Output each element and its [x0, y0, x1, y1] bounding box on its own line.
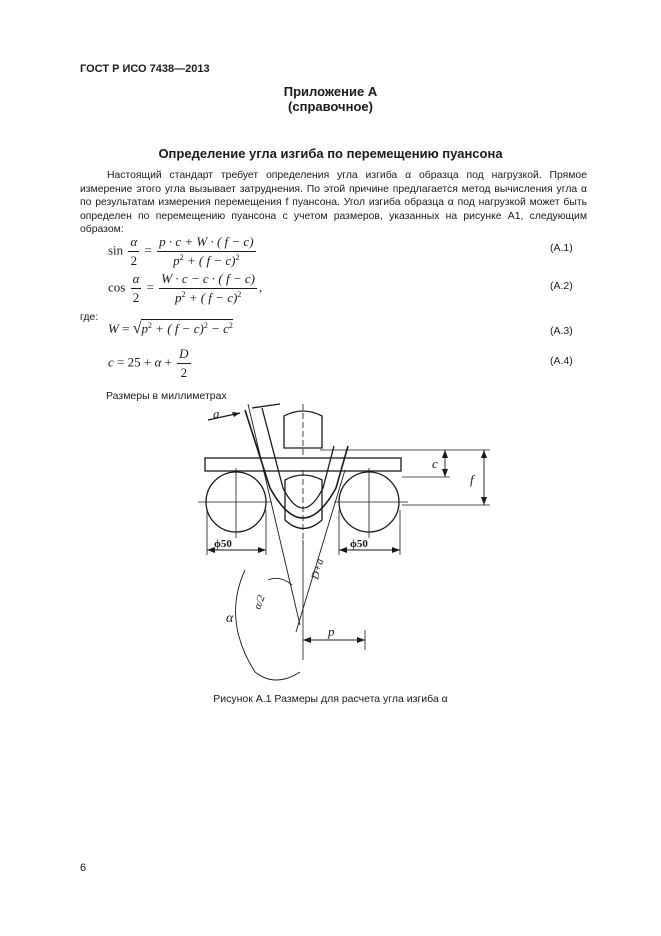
- formula-a3-number: (А.3): [550, 325, 573, 337]
- formula-a3: $W = √p^2$ + ( $f - c)^2 - c^2$: [108, 320, 233, 337]
- specimen-flat: [205, 458, 401, 471]
- formula-a1-number: (А.1): [550, 242, 573, 254]
- half-angle-arc: [268, 578, 292, 585]
- label-p: p: [328, 624, 335, 639]
- intro-paragraph: Настоящий стандарт требует определения угла изгиба α образца под нагрузкой. Прямое измерение этого угла вызывает затруднения. По этой причине предлагается метод вычисления угла α по результатам измерения перемещения f пуансона. Угол изгиба образца α под нагрузкой может быть определен по перемещению пуансона с учетом размеров, указанных на рисунке А1, следующим образом:: [80, 170, 587, 235]
- label-f: f: [470, 472, 474, 487]
- formula-a1: sin $\frac{\alpha}{2}$ = $\frac{p \cdot c + W \cdot ( f - c)}{p^2 + ( f - c)^2}$: [108, 234, 254, 268]
- label-d50-left: ϕ50: [214, 538, 232, 550]
- where-label: где:: [80, 311, 99, 323]
- appendix-title: Приложение А: [283, 84, 378, 99]
- label-d-plus-a: D+a: [309, 557, 327, 581]
- dimensions-note: Размеры в миллиметрах: [106, 390, 227, 402]
- figure-caption: Рисунок А.1 Размеры для расчета угла изгиба α: [213, 693, 448, 705]
- punch-lower: [285, 475, 322, 529]
- page-number: 6: [80, 862, 87, 874]
- thickness-arrow-2: [252, 404, 280, 408]
- section-title: Определение угла изгиба по перемещению пуансона: [158, 146, 503, 161]
- label-alpha: α: [226, 611, 234, 626]
- label-a: a: [213, 406, 220, 421]
- label-d50-right: ϕ50: [350, 538, 368, 550]
- label-alpha-half: α/2: [251, 593, 268, 612]
- appendix-subtitle: (справочное): [288, 99, 373, 114]
- document-header: ГОСТ Р ИСО 7438—2013: [80, 63, 210, 75]
- formula-a2-number: (А.2): [550, 280, 573, 292]
- formula-a4: c = 25 + α + $\frac{D}{2}$: [108, 346, 189, 380]
- alpha-arc: [236, 570, 300, 680]
- label-c: c: [432, 456, 438, 471]
- formula-a2: cos $\frac{\alpha}{2}$ = $\frac{W \cdot c - c \cdot ( f - c)}{p^2 + ( f - c)^2}$ ,: [108, 271, 263, 305]
- formula-a4-number: (А.4): [550, 355, 573, 367]
